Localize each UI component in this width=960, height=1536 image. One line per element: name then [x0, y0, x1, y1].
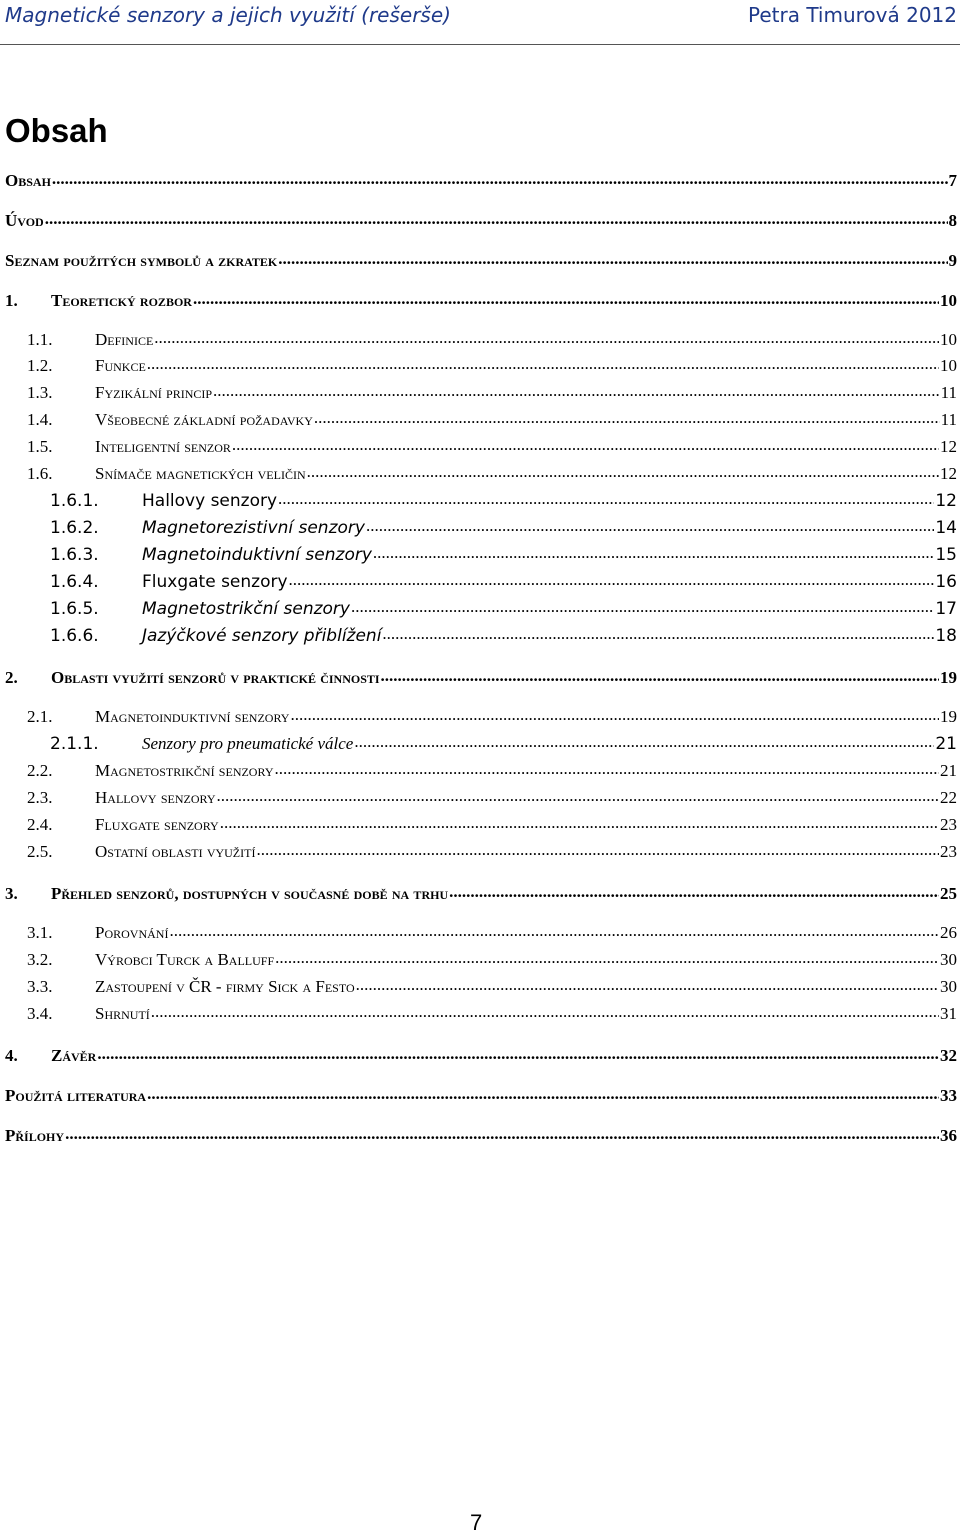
toc-entry-label: Ostatní oblasti využití	[95, 842, 256, 861]
toc-entry-page: 12	[940, 437, 957, 456]
toc-entry-label: Fyzikální princip	[95, 383, 213, 402]
toc-entry-number: 1.1.	[27, 330, 53, 349]
toc-entry-label: Snímače magnetických veličin	[95, 464, 306, 483]
toc-entry-label: Úvod	[5, 211, 44, 230]
toc-entry-2-4[interactable]	[27, 813, 957, 835]
toc-entry-label: Použitá literatura	[5, 1086, 147, 1105]
toc-entry-chapter-3[interactable]	[5, 882, 957, 904]
toc-entry-number: 2.5.	[27, 842, 53, 861]
toc-entry-3-1[interactable]	[27, 921, 957, 943]
toc-entry-number: 2.	[5, 668, 18, 687]
toc-entry-page: 17	[935, 599, 957, 619]
toc-entry-2-1-1[interactable]	[50, 732, 957, 754]
toc-entry-1-6-3[interactable]	[50, 543, 957, 565]
toc-entry-1-6[interactable]	[27, 462, 957, 484]
toc-entry-number: 1.6.1.	[50, 491, 99, 511]
toc-entry-label: Magnetorezistivní senzory	[142, 518, 365, 538]
toc-entry-label: Oblasti využití senzorů v praktické činnosti	[51, 668, 380, 687]
toc-entry-chapter-2[interactable]	[5, 666, 957, 688]
toc-entry-2-2[interactable]	[27, 759, 957, 781]
toc-entry-label: Magnetostrikční senzory	[95, 761, 274, 780]
toc-entry-page: 8	[948, 211, 957, 230]
toc-entry-page: 32	[940, 1046, 957, 1065]
toc-entry-label: Všeobecné základní požadavky	[95, 410, 313, 429]
toc-entry-1-5[interactable]	[27, 435, 957, 457]
toc-entry-uvod[interactable]	[5, 209, 957, 231]
toc-entry-chapter-4[interactable]	[5, 1044, 957, 1066]
toc-entry-page: 22	[940, 788, 957, 807]
toc-entry-number: 1.6.4.	[50, 572, 99, 592]
toc-entry-prilohy[interactable]	[5, 1124, 957, 1146]
toc-entry-page: 11	[940, 383, 957, 402]
toc-entry-seznam-symbolu[interactable]	[5, 249, 957, 271]
toc-entry-1-6-4[interactable]	[50, 570, 957, 592]
toc-entry-label: Jazýčkové senzory přiblížení	[142, 626, 382, 646]
toc-entry-page: 9	[948, 251, 957, 270]
toc-entry-number: 1.4.	[27, 410, 53, 429]
toc-entry-number: 1.3.	[27, 383, 53, 402]
toc-entry-label: Magnetostrikční senzory	[142, 599, 350, 619]
toc-entry-1-2[interactable]	[27, 354, 957, 376]
toc-entry-3-3[interactable]	[27, 975, 957, 997]
toc-entry-number: 1.6.5.	[50, 599, 99, 619]
toc-entry-number: 3.	[5, 884, 18, 903]
toc-entry-page: 18	[935, 626, 957, 646]
toc-entry-number: 2.3.	[27, 788, 53, 807]
toc-entry-page: 14	[935, 518, 957, 538]
toc-entry-label: Inteligentní senzor	[95, 437, 231, 456]
toc-entry-page: 7	[948, 171, 957, 190]
toc-entry-page: 36	[940, 1126, 957, 1145]
toc-entry-label: Výrobci Turck a Balluff	[95, 950, 275, 969]
header-author-year: Petra Timurová 2012	[747, 3, 957, 27]
toc-entry-chapter-1[interactable]	[5, 289, 957, 311]
toc-entry-label: Porovnání	[95, 923, 169, 942]
toc-entry-number: 1.6.3.	[50, 545, 99, 565]
toc-entry-page: 15	[935, 545, 957, 565]
toc-entry-label: Obsah	[5, 171, 51, 190]
toc-entry-3-2[interactable]	[27, 948, 957, 970]
toc-entry-number: 1.	[5, 291, 18, 310]
toc-entry-page: 30	[940, 950, 957, 969]
toc-entry-page: 19	[940, 707, 957, 726]
toc-entry-label: Magnetoinduktivní senzory	[95, 707, 290, 726]
toc-entry-number: 2.1.	[27, 707, 53, 726]
toc-entry-label: Definice	[95, 330, 154, 349]
toc-entry-page: 12	[935, 491, 957, 511]
toc-entry-page: 10	[940, 291, 957, 310]
toc-entry-label: Zastoupení v ČR - firmy Sick a Festo	[95, 977, 355, 996]
toc-entry-page: 10	[940, 330, 957, 349]
toc-entry-label: Magnetoinduktivní senzory	[142, 545, 372, 565]
toc-entry-number: 3.2.	[27, 950, 53, 969]
toc-entry-number: 4.	[5, 1046, 18, 1065]
toc-entry-1-3[interactable]	[27, 381, 957, 403]
toc-entry-page: 23	[940, 815, 957, 834]
toc-entry-number: 2.4.	[27, 815, 53, 834]
toc-entry-page: 11	[940, 410, 957, 429]
toc-entry-number: 1.5.	[27, 437, 53, 456]
toc-entry-number: 2.2.	[27, 761, 53, 780]
toc-entry-literatura[interactable]	[5, 1084, 957, 1106]
toc-entry-label: Senzory pro pneumatické válce	[142, 734, 354, 753]
toc-entry-page: 10	[940, 356, 957, 375]
toc-entry-label: Přílohy	[5, 1126, 65, 1145]
toc-entry-page: 21	[935, 734, 957, 754]
toc-entry-1-4[interactable]	[27, 408, 957, 430]
toc-entry-number: 3.4.	[27, 1004, 53, 1023]
toc-entry-number: 2.1.1.	[50, 734, 99, 754]
toc-entry-page: 26	[940, 923, 957, 942]
toc-entry-1-6-5[interactable]	[50, 597, 957, 619]
toc-entry-label: Seznam použitých symbolů a zkratek	[5, 251, 278, 270]
toc-entry-1-6-6[interactable]	[50, 624, 957, 646]
toc-entry-label: Hallovy senzory	[142, 491, 278, 511]
toc-entry-page: 12	[940, 464, 957, 483]
toc-entry-obsah[interactable]	[5, 169, 957, 191]
toc-entry-number: 1.2.	[27, 356, 53, 375]
toc-entry-1-1[interactable]	[27, 328, 957, 350]
page-header	[0, 0, 960, 45]
toc-entry-page: 33	[940, 1086, 957, 1105]
toc-entry-label: Hallovy senzory	[95, 788, 216, 807]
toc-entry-page: 25	[940, 884, 957, 903]
toc-entry-1-6-1[interactable]	[50, 489, 957, 511]
toc-entry-page: 16	[935, 572, 957, 592]
toc-entry-page: 31	[940, 1004, 957, 1023]
toc-entry-page: 21	[940, 761, 957, 780]
page-number: 7	[470, 1510, 483, 1535]
toc-entry-label: Shrnutí	[95, 1004, 150, 1023]
toc-entry-number: 1.6.6.	[50, 626, 99, 646]
toc-entry-2-3[interactable]	[27, 786, 957, 808]
toc-entry-label: Fluxgate senzory	[95, 815, 219, 834]
toc-entry-label: Fluxgate senzory	[142, 572, 288, 592]
header-document-title: Magnetické senzory a jejich využití (rešerše)	[5, 3, 451, 27]
toc-entry-1-6-2[interactable]	[50, 516, 957, 538]
toc-entry-label: Přehled senzorů, dostupných v současné době na trhu	[51, 884, 449, 903]
toc-entry-number: 3.3.	[27, 977, 53, 996]
toc-entry-label: Teoretický rozbor	[51, 291, 192, 310]
toc-entry-2-1[interactable]	[27, 705, 957, 727]
toc-heading: Obsah	[5, 112, 108, 149]
toc-entry-page: 23	[940, 842, 957, 861]
toc-entry-number: 1.6.	[27, 464, 53, 483]
toc-entry-3-4[interactable]	[27, 1002, 957, 1024]
toc-entry-page: 30	[940, 977, 957, 996]
toc-entry-label: Funkce	[95, 356, 146, 375]
toc-entry-number: 3.1.	[27, 923, 53, 942]
toc-entry-number: 1.6.2.	[50, 518, 99, 538]
toc-entry-2-5[interactable]	[27, 840, 957, 862]
toc-entry-page: 19	[940, 668, 957, 687]
toc-entry-label: Závěr	[51, 1046, 97, 1065]
